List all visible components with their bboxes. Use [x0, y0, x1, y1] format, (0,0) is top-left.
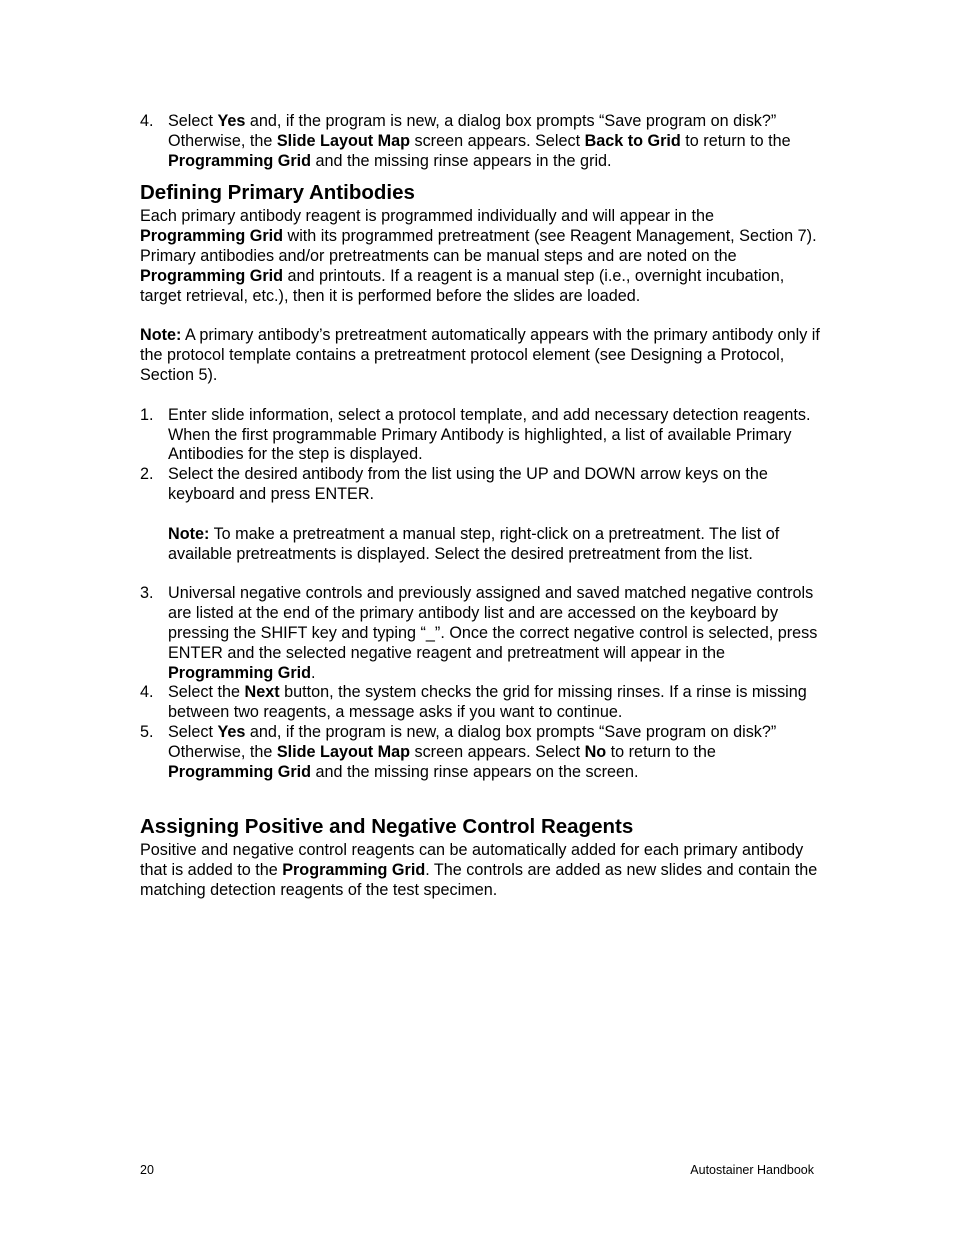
bold-text-run: Note:	[140, 326, 182, 345]
list-item-text	[168, 112, 820, 171]
bold-text-run: Programming Grid	[140, 266, 284, 285]
bold-text-run: Slide Layout Map	[276, 742, 410, 761]
text-run: and the missing rinse appears on the screen.	[311, 762, 639, 781]
text-run: and, if the program is new, a dialog box prompts “Save program on disk?” Otherwise, the	[168, 722, 777, 761]
list-item-number: 1.	[140, 405, 154, 424]
text-run: A primary antibody’s pretreatment automatically appears with the primary antibody only if the protocol template contains a pretreatment protocol element (see Designing a Protocol, Section 5).	[140, 326, 820, 384]
text-run: screen appears. Select	[410, 131, 585, 150]
text-run: Select the desired antibody from the list using the UP and DOWN arrow keys on the keyboard and press ENTER.	[168, 465, 768, 503]
list-item	[140, 584, 820, 683]
list-item	[140, 723, 820, 782]
text-run: Positive and negative control reagents can be automatically added for each primary antibody that is added to the	[140, 841, 804, 880]
note-paragraph	[168, 525, 820, 565]
bold-text-run: Note:	[168, 524, 210, 543]
list-item-number: 2.	[140, 465, 154, 484]
bold-text-run: Programming Grid	[282, 861, 426, 880]
bold-text-run: Back to Grid	[584, 131, 681, 150]
text-run: Select	[168, 112, 218, 130]
text-run: and the missing rinse appears in the grid.	[311, 151, 612, 170]
bold-text-run: Next	[244, 683, 280, 702]
text-run: and printouts. If a reagent is a manual step (i.e., overnight incubation, target retrieval, etc.), then it is performed before the slides are loaded.	[140, 266, 785, 305]
text-run: to return to the	[606, 742, 716, 761]
section-paragraph	[140, 207, 820, 306]
bold-text-run: Slide Layout Map	[276, 131, 410, 150]
bold-text-run: No	[584, 742, 607, 761]
section-heading: Assigning Positive and Negative Control Reagents	[140, 815, 634, 839]
text-run: Universal negative controls and previously assigned and saved matched negative controls are listed at the end of the primary antibody list and are accessed on the keyboard by pressing the SHIFT key and typing “_”. Once the correct negative control is selected, press ENTER and the selected negative reagent and pretreatment will appear in the	[168, 584, 818, 662]
list-item-text	[168, 465, 820, 505]
text-run: and, if the program is new, a dialog box prompts “Save program on disk?” Otherwise, the	[168, 112, 777, 150]
text-run: to return to the	[680, 131, 791, 150]
text-run: button, the system checks the grid for missing rinses. If a rinse is missing between two reagents, a message asks if you want to continue.	[168, 683, 807, 722]
section-heading: Defining Primary Antibodies	[140, 181, 415, 205]
text-run: To make a pretreatment a manual step, right-click on a pretreatment. The list of available pretreatments is displayed. Select the desired pretreatment from the list.	[168, 524, 780, 563]
bold-text-run: Programming Grid	[168, 151, 312, 170]
page-number: 20	[140, 1163, 154, 1177]
list-item-text	[168, 584, 820, 683]
numbered-list	[140, 406, 820, 783]
text-run: Select	[168, 722, 218, 741]
list-item-number: 4.	[140, 112, 154, 130]
bold-text-run: Programming Grid	[140, 227, 284, 246]
page-content	[140, 112, 820, 901]
note-paragraph	[140, 326, 820, 385]
bold-text-run: Programming Grid	[168, 663, 312, 682]
text-run: Enter slide information, select a protocol template, and add necessary detection reagents. When the first programmable Primary Antibody is highlighted, a list of available Primary Antibodies for the step is displayed.	[168, 405, 811, 464]
list-item	[140, 465, 820, 564]
text-run: Select the	[168, 683, 245, 702]
bold-text-run: Yes	[217, 722, 246, 741]
text-run: with its programmed pretreatment (see Reagent Management, Section 7). Primary antibodies and/or pretreatments can be manual steps and are noted on the	[140, 227, 817, 265]
list-item-text	[168, 723, 820, 782]
text-run: Each primary antibody reagent is programmed individually and will appear in the	[140, 207, 715, 226]
list-item	[140, 406, 820, 465]
list-item	[140, 683, 820, 723]
bold-text-run: Yes	[217, 112, 246, 130]
bold-text-run: Programming Grid	[168, 762, 312, 781]
section-paragraph	[140, 841, 820, 900]
list-item-text	[168, 683, 820, 723]
list-item-number: 4.	[140, 683, 154, 702]
list-item-number: 3.	[140, 584, 154, 603]
text-run: screen appears. Select	[410, 742, 585, 761]
list-item	[140, 112, 820, 171]
text-run: .	[311, 663, 316, 682]
list-item-text	[168, 406, 820, 465]
list-item-number: 5.	[140, 722, 154, 741]
document-title: Autostainer Handbook	[690, 1163, 814, 1177]
text-run: . The controls are added as new slides and contain the matching detection reagents of the test specimen.	[140, 861, 818, 899]
